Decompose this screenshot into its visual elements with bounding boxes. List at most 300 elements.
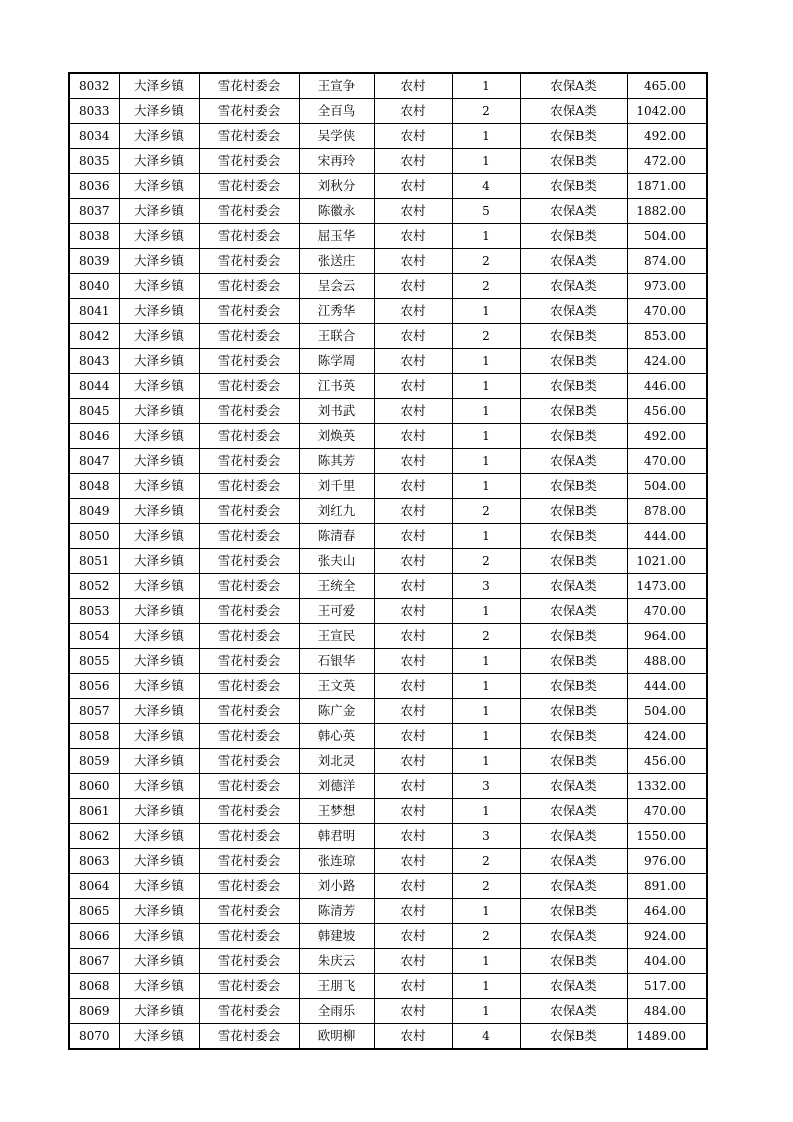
cell-name: 全雨乐 (299, 999, 374, 1024)
cell-amount: 424.00 (627, 349, 707, 374)
cell-village: 雪花村委会 (199, 949, 299, 974)
cell-amount: 424.00 (627, 724, 707, 749)
cell-village: 雪花村委会 (199, 599, 299, 624)
cell-id: 8062 (69, 824, 119, 849)
table-row (69, 699, 707, 724)
table-row (69, 524, 707, 549)
table-row (69, 624, 707, 649)
cell-id: 8055 (69, 649, 119, 674)
cell-name: 陈徽永 (299, 199, 374, 224)
cell-count: 1 (452, 649, 520, 674)
cell-area: 农村 (374, 374, 452, 399)
cell-amount: 492.00 (627, 424, 707, 449)
cell-town: 大泽乡镇 (119, 524, 199, 549)
cell-town: 大泽乡镇 (119, 949, 199, 974)
cell-name: 王可爱 (299, 599, 374, 624)
cell-count: 2 (452, 499, 520, 524)
cell-category: 农保B类 (520, 1024, 627, 1050)
cell-area: 农村 (374, 424, 452, 449)
cell-name: 石银华 (299, 649, 374, 674)
cell-category: 农保A类 (520, 999, 627, 1024)
cell-amount: 504.00 (627, 224, 707, 249)
cell-area: 农村 (374, 974, 452, 999)
cell-name: 王宣民 (299, 624, 374, 649)
cell-amount: 976.00 (627, 849, 707, 874)
cell-amount: 504.00 (627, 474, 707, 499)
cell-count: 1 (452, 974, 520, 999)
cell-village: 雪花村委会 (199, 474, 299, 499)
table-row (69, 1024, 707, 1050)
cell-area: 农村 (374, 224, 452, 249)
cell-town: 大泽乡镇 (119, 924, 199, 949)
cell-count: 1 (452, 799, 520, 824)
cell-amount: 470.00 (627, 449, 707, 474)
cell-category: 农保A类 (520, 874, 627, 899)
roster-body (69, 73, 707, 1049)
cell-village: 雪花村委会 (199, 999, 299, 1024)
cell-name: 张夫山 (299, 549, 374, 574)
cell-category: 农保B类 (520, 224, 627, 249)
cell-village: 雪花村委会 (199, 274, 299, 299)
cell-village: 雪花村委会 (199, 774, 299, 799)
cell-id: 8039 (69, 249, 119, 274)
table-row (69, 674, 707, 699)
cell-category: 农保A类 (520, 274, 627, 299)
cell-village: 雪花村委会 (199, 224, 299, 249)
cell-village: 雪花村委会 (199, 374, 299, 399)
cell-town: 大泽乡镇 (119, 624, 199, 649)
cell-id: 8044 (69, 374, 119, 399)
cell-id: 8068 (69, 974, 119, 999)
cell-count: 1 (452, 449, 520, 474)
cell-name: 江秀华 (299, 299, 374, 324)
cell-category: 农保B类 (520, 474, 627, 499)
cell-town: 大泽乡镇 (119, 499, 199, 524)
cell-category: 农保A类 (520, 449, 627, 474)
cell-village: 雪花村委会 (199, 324, 299, 349)
cell-count: 5 (452, 199, 520, 224)
cell-count: 1 (452, 674, 520, 699)
table-row (69, 799, 707, 824)
cell-town: 大泽乡镇 (119, 424, 199, 449)
cell-town: 大泽乡镇 (119, 399, 199, 424)
cell-area: 农村 (374, 124, 452, 149)
cell-town: 大泽乡镇 (119, 224, 199, 249)
cell-count: 2 (452, 249, 520, 274)
cell-name: 刘秋分 (299, 174, 374, 199)
cell-id: 8056 (69, 674, 119, 699)
cell-id: 8059 (69, 749, 119, 774)
cell-category: 农保B类 (520, 324, 627, 349)
cell-count: 1 (452, 524, 520, 549)
cell-category: 农保A类 (520, 799, 627, 824)
cell-count: 4 (452, 174, 520, 199)
table-row (69, 149, 707, 174)
cell-name: 欧明柳 (299, 1024, 374, 1050)
cell-count: 1 (452, 724, 520, 749)
cell-name: 王联合 (299, 324, 374, 349)
cell-amount: 1882.00 (627, 199, 707, 224)
cell-category: 农保A类 (520, 924, 627, 949)
cell-count: 2 (452, 324, 520, 349)
cell-area: 农村 (374, 899, 452, 924)
cell-id: 8061 (69, 799, 119, 824)
table-row (69, 324, 707, 349)
cell-category: 农保A类 (520, 824, 627, 849)
cell-town: 大泽乡镇 (119, 574, 199, 599)
table-row (69, 724, 707, 749)
cell-category: 农保A类 (520, 974, 627, 999)
cell-count: 1 (452, 749, 520, 774)
cell-category: 农保B类 (520, 149, 627, 174)
cell-town: 大泽乡镇 (119, 724, 199, 749)
cell-count: 3 (452, 574, 520, 599)
cell-town: 大泽乡镇 (119, 299, 199, 324)
cell-category: 农保B类 (520, 624, 627, 649)
cell-area: 农村 (374, 624, 452, 649)
cell-village: 雪花村委会 (199, 899, 299, 924)
cell-amount: 492.00 (627, 124, 707, 149)
cell-village: 雪花村委会 (199, 849, 299, 874)
cell-amount: 1489.00 (627, 1024, 707, 1050)
cell-town: 大泽乡镇 (119, 824, 199, 849)
cell-village: 雪花村委会 (199, 399, 299, 424)
cell-name: 刘北灵 (299, 749, 374, 774)
cell-count: 2 (452, 274, 520, 299)
cell-amount: 878.00 (627, 499, 707, 524)
cell-amount: 973.00 (627, 274, 707, 299)
cell-name: 吴学侠 (299, 124, 374, 149)
cell-area: 农村 (374, 174, 452, 199)
table-row (69, 974, 707, 999)
cell-village: 雪花村委会 (199, 824, 299, 849)
cell-area: 农村 (374, 674, 452, 699)
cell-village: 雪花村委会 (199, 349, 299, 374)
roster-table (68, 72, 708, 1050)
cell-id: 8070 (69, 1024, 119, 1050)
cell-village: 雪花村委会 (199, 924, 299, 949)
cell-village: 雪花村委会 (199, 549, 299, 574)
cell-name: 刘千里 (299, 474, 374, 499)
table-row (69, 924, 707, 949)
cell-area: 农村 (374, 874, 452, 899)
cell-amount: 1021.00 (627, 549, 707, 574)
cell-name: 陈广金 (299, 699, 374, 724)
cell-name: 呈会云 (299, 274, 374, 299)
table-row (69, 574, 707, 599)
cell-id: 8037 (69, 199, 119, 224)
cell-id: 8051 (69, 549, 119, 574)
cell-area: 农村 (374, 99, 452, 124)
cell-id: 8060 (69, 774, 119, 799)
cell-area: 农村 (374, 299, 452, 324)
cell-id: 8032 (69, 73, 119, 99)
cell-amount: 456.00 (627, 399, 707, 424)
cell-town: 大泽乡镇 (119, 124, 199, 149)
cell-id: 8034 (69, 124, 119, 149)
cell-village: 雪花村委会 (199, 199, 299, 224)
cell-area: 农村 (374, 499, 452, 524)
cell-area: 农村 (374, 199, 452, 224)
cell-id: 8043 (69, 349, 119, 374)
cell-count: 4 (452, 1024, 520, 1050)
table-row (69, 299, 707, 324)
cell-amount: 1871.00 (627, 174, 707, 199)
cell-category: 农保B类 (520, 649, 627, 674)
cell-town: 大泽乡镇 (119, 774, 199, 799)
cell-id: 8058 (69, 724, 119, 749)
cell-count: 2 (452, 874, 520, 899)
cell-name: 韩心英 (299, 724, 374, 749)
cell-id: 8049 (69, 499, 119, 524)
cell-area: 农村 (374, 249, 452, 274)
cell-name: 张连琼 (299, 849, 374, 874)
cell-town: 大泽乡镇 (119, 374, 199, 399)
cell-category: 农保A类 (520, 299, 627, 324)
cell-id: 8069 (69, 999, 119, 1024)
cell-amount: 470.00 (627, 299, 707, 324)
cell-id: 8041 (69, 299, 119, 324)
table-row (69, 349, 707, 374)
cell-id: 8054 (69, 624, 119, 649)
cell-village: 雪花村委会 (199, 73, 299, 99)
cell-village: 雪花村委会 (199, 249, 299, 274)
cell-category: 农保B类 (520, 374, 627, 399)
cell-area: 农村 (374, 849, 452, 874)
cell-category: 农保B类 (520, 949, 627, 974)
cell-count: 1 (452, 424, 520, 449)
cell-village: 雪花村委会 (199, 699, 299, 724)
cell-category: 农保B类 (520, 424, 627, 449)
cell-village: 雪花村委会 (199, 974, 299, 999)
cell-village: 雪花村委会 (199, 499, 299, 524)
cell-amount: 1332.00 (627, 774, 707, 799)
cell-count: 1 (452, 599, 520, 624)
cell-village: 雪花村委会 (199, 799, 299, 824)
cell-name: 韩建坡 (299, 924, 374, 949)
cell-town: 大泽乡镇 (119, 849, 199, 874)
cell-town: 大泽乡镇 (119, 474, 199, 499)
cell-area: 农村 (374, 274, 452, 299)
table-row (69, 899, 707, 924)
cell-id: 8057 (69, 699, 119, 724)
table-row (69, 949, 707, 974)
cell-village: 雪花村委会 (199, 624, 299, 649)
cell-count: 2 (452, 99, 520, 124)
table-row (69, 424, 707, 449)
table-row (69, 774, 707, 799)
cell-count: 2 (452, 624, 520, 649)
cell-village: 雪花村委会 (199, 724, 299, 749)
cell-village: 雪花村委会 (199, 649, 299, 674)
table-row (69, 224, 707, 249)
cell-count: 1 (452, 73, 520, 99)
cell-amount: 964.00 (627, 624, 707, 649)
table-row (69, 874, 707, 899)
cell-area: 农村 (374, 774, 452, 799)
cell-town: 大泽乡镇 (119, 149, 199, 174)
cell-town: 大泽乡镇 (119, 749, 199, 774)
cell-area: 农村 (374, 574, 452, 599)
table-row (69, 399, 707, 424)
cell-category: 农保A类 (520, 774, 627, 799)
table-row (69, 749, 707, 774)
cell-count: 2 (452, 849, 520, 874)
cell-amount: 1473.00 (627, 574, 707, 599)
cell-id: 8050 (69, 524, 119, 549)
cell-category: 农保A类 (520, 199, 627, 224)
table-row (69, 174, 707, 199)
cell-id: 8042 (69, 324, 119, 349)
cell-name: 陈清芳 (299, 899, 374, 924)
cell-id: 8046 (69, 424, 119, 449)
cell-count: 1 (452, 949, 520, 974)
cell-category: 农保B类 (520, 549, 627, 574)
cell-count: 1 (452, 349, 520, 374)
cell-amount: 465.00 (627, 73, 707, 99)
cell-name: 陈其芳 (299, 449, 374, 474)
cell-village: 雪花村委会 (199, 124, 299, 149)
cell-id: 8064 (69, 874, 119, 899)
table-row (69, 549, 707, 574)
table-row (69, 124, 707, 149)
cell-amount: 874.00 (627, 249, 707, 274)
cell-town: 大泽乡镇 (119, 874, 199, 899)
cell-name: 王梦想 (299, 799, 374, 824)
cell-category: 农保B类 (520, 699, 627, 724)
cell-name: 刘书武 (299, 399, 374, 424)
cell-town: 大泽乡镇 (119, 449, 199, 474)
cell-area: 农村 (374, 724, 452, 749)
cell-amount: 1042.00 (627, 99, 707, 124)
cell-count: 2 (452, 924, 520, 949)
cell-town: 大泽乡镇 (119, 199, 199, 224)
cell-area: 农村 (374, 799, 452, 824)
table-row (69, 474, 707, 499)
cell-town: 大泽乡镇 (119, 649, 199, 674)
cell-amount: 853.00 (627, 324, 707, 349)
cell-count: 1 (452, 474, 520, 499)
cell-name: 刘德洋 (299, 774, 374, 799)
cell-area: 农村 (374, 749, 452, 774)
table-row (69, 449, 707, 474)
table-row (69, 99, 707, 124)
cell-area: 农村 (374, 549, 452, 574)
cell-amount: 470.00 (627, 599, 707, 624)
cell-name: 朱庆云 (299, 949, 374, 974)
cell-id: 8067 (69, 949, 119, 974)
cell-village: 雪花村委会 (199, 674, 299, 699)
cell-category: 农保B类 (520, 499, 627, 524)
cell-category: 农保A类 (520, 574, 627, 599)
table-row (69, 374, 707, 399)
cell-count: 1 (452, 149, 520, 174)
cell-count: 3 (452, 774, 520, 799)
cell-town: 大泽乡镇 (119, 349, 199, 374)
cell-amount: 504.00 (627, 699, 707, 724)
cell-village: 雪花村委会 (199, 449, 299, 474)
cell-count: 1 (452, 224, 520, 249)
cell-area: 农村 (374, 474, 452, 499)
cell-area: 农村 (374, 399, 452, 424)
cell-id: 8063 (69, 849, 119, 874)
cell-town: 大泽乡镇 (119, 249, 199, 274)
cell-name: 韩君明 (299, 824, 374, 849)
cell-amount: 404.00 (627, 949, 707, 974)
cell-area: 农村 (374, 999, 452, 1024)
cell-village: 雪花村委会 (199, 149, 299, 174)
cell-amount: 1550.00 (627, 824, 707, 849)
cell-area: 农村 (374, 73, 452, 99)
cell-category: 农保A类 (520, 73, 627, 99)
cell-town: 大泽乡镇 (119, 1024, 199, 1050)
cell-area: 农村 (374, 649, 452, 674)
cell-village: 雪花村委会 (199, 1024, 299, 1050)
cell-category: 农保A类 (520, 249, 627, 274)
cell-category: 农保B类 (520, 399, 627, 424)
cell-id: 8048 (69, 474, 119, 499)
cell-name: 刘红九 (299, 499, 374, 524)
cell-amount: 446.00 (627, 374, 707, 399)
cell-area: 农村 (374, 324, 452, 349)
cell-town: 大泽乡镇 (119, 899, 199, 924)
cell-area: 农村 (374, 924, 452, 949)
cell-name: 江书英 (299, 374, 374, 399)
cell-category: 农保B类 (520, 749, 627, 774)
cell-town: 大泽乡镇 (119, 73, 199, 99)
table-row (69, 599, 707, 624)
cell-category: 农保B类 (520, 124, 627, 149)
cell-village: 雪花村委会 (199, 749, 299, 774)
table-row (69, 249, 707, 274)
cell-amount: 517.00 (627, 974, 707, 999)
cell-area: 农村 (374, 449, 452, 474)
cell-name: 张送庄 (299, 249, 374, 274)
cell-id: 8035 (69, 149, 119, 174)
cell-amount: 456.00 (627, 749, 707, 774)
table-row (69, 199, 707, 224)
cell-category: 农保B类 (520, 899, 627, 924)
cell-category: 农保A类 (520, 99, 627, 124)
cell-area: 农村 (374, 699, 452, 724)
cell-id: 8053 (69, 599, 119, 624)
cell-id: 8052 (69, 574, 119, 599)
table-row (69, 499, 707, 524)
cell-id: 8045 (69, 399, 119, 424)
cell-count: 1 (452, 299, 520, 324)
cell-category: 农保B类 (520, 674, 627, 699)
cell-name: 王文英 (299, 674, 374, 699)
cell-amount: 484.00 (627, 999, 707, 1024)
cell-id: 8047 (69, 449, 119, 474)
cell-town: 大泽乡镇 (119, 99, 199, 124)
cell-town: 大泽乡镇 (119, 999, 199, 1024)
cell-area: 农村 (374, 824, 452, 849)
cell-name: 全百鸟 (299, 99, 374, 124)
cell-village: 雪花村委会 (199, 874, 299, 899)
cell-amount: 464.00 (627, 899, 707, 924)
cell-category: 农保B类 (520, 524, 627, 549)
cell-name: 王宣争 (299, 73, 374, 99)
cell-name: 屈玉华 (299, 224, 374, 249)
cell-area: 农村 (374, 524, 452, 549)
cell-amount: 444.00 (627, 674, 707, 699)
cell-name: 王朋飞 (299, 974, 374, 999)
cell-area: 农村 (374, 949, 452, 974)
cell-name: 陈清春 (299, 524, 374, 549)
cell-id: 8040 (69, 274, 119, 299)
cell-category: 农保A类 (520, 599, 627, 624)
